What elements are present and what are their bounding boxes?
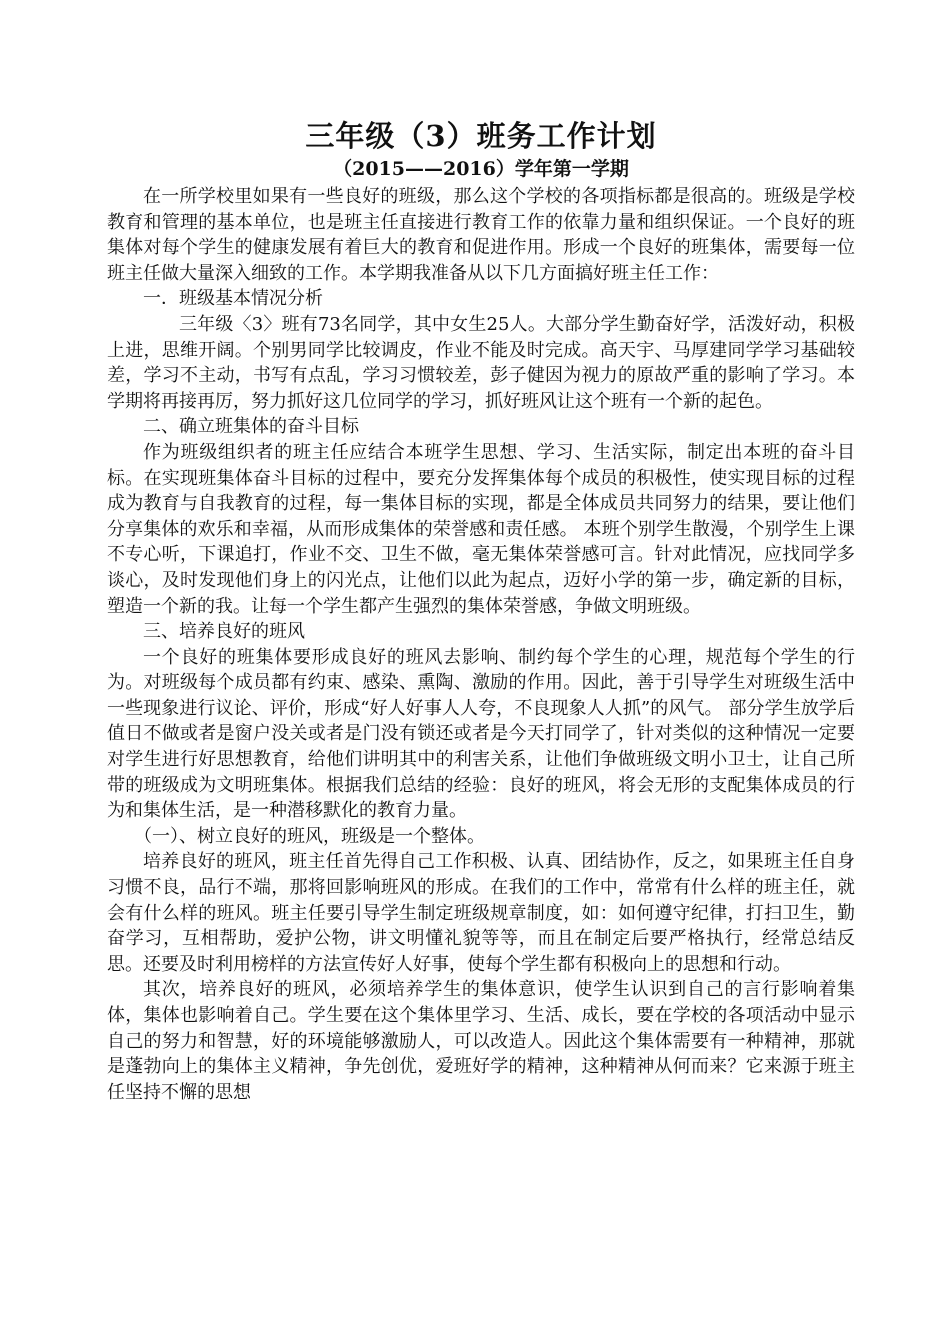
subsection1-heading: （一）、树立良好的班风，班级是一个整体。: [134, 825, 485, 847]
section2-heading: 二、确立班集体的奋斗目标: [143, 416, 359, 438]
section1-heading: 一．班级基本情况分析: [143, 288, 323, 310]
subsection1-paragraph-2: 其次，培养良好的班风，必须培养学生的集体意识，使学生认识到自己的言行影响着集体，集体也影响着自己。学生要在这个集体里学习、生活、成长，要在学校的各项活动中显示自己的努力和智慧，好的环境能够激励人，可以改造人。因此这个集体需要有一种精神，那就是蓬勃向上的集体主义精神，争先创优，爱班好学的精神，这种精神从何而来？它来源于班主任坚持不懈的思想: [107, 979, 855, 1103]
document-page: [107, 116, 855, 1105]
document-subtitle: （2015——2016）学年第一学期: [333, 158, 629, 180]
section3-paragraph: 一个良好的班集体要形成良好的班风去影响、制约每个学生的心理，规范每个学生的行为。对班级每个成员都有约束、感染、熏陶、激励的作用。因此，善于引导学生对班级生活中一些现象进行议论、评价，形成“好人好事人人夸，不良现象人人抓”的风气。 部分学生放学后值日不做或者是窗户没关或者是门没有锁还或者是今天打同学了，针对类似的这种情况一定要对学生进行好思想教育，给他们讲明其中的利害关系，让他们争做班级文明小卫士，让自己所带的班级成为文明班集体。根据我们总结的经验：良好的班风，将会无形的支配集体成员的行为和集体生活，是一种潜移默化的教育力量。: [107, 646, 855, 822]
intro-paragraph: 在一所学校里如果有一些良好的班级，那么这个学校的各项指标都是很高的。班级是学校教育和管理的基本单位，也是班主任直接进行教育工作的依靠力量和组织保证。一个良好的班集体对每个学生的健康发展有着巨大的教育和促进作用。形成一个良好的班集体，需要每一位班主任做大量深入细致的工作。本学期我准备从以下几方面搞好班主任工作：: [107, 186, 855, 284]
section1-paragraph: 三年级〈3〉班有73名同学，其中女生25人。大部分学生勤奋好学，活泼好动，积极上进，思维开阔。个别男同学比较调皮，作业不能及时完成。高天宇、马厚建同学学习基础较差，学习不主动，书写有点乱，学习习惯较差，彭子健因为视力的原故严重的影响了学习。本学期将再接再厉，努力抓好这几位同学的学习，抓好班风让这个班有一个新的起色。: [107, 313, 855, 412]
section3-heading: 三、培养良好的班风: [143, 621, 305, 643]
document-title: 三年级（3）班务工作计划: [305, 119, 657, 153]
section2-paragraph: 作为班级组织者的班主任应结合本班学生思想、学习、生活实际，制定出本班的奋斗目标。在实现班集体奋斗目标的过程中，要充分发挥集体每个成员的积极性，使实现目标的过程成为教育与自我教育的过程，每一集体目标的实现，都是全体成员共同努力的结果，要让他们分享集体的欢乐和幸福，从而形成集体的荣誉感和责任感。 本班个别学生散漫，个别学生上课不专心听，下课追打，作业不交、卫生不做，毫无集体荣誉感可言。针对此情况，应找同学多谈心，及时发现他们身上的闪光点，让他们以此为起点，迈好小学的第一步，确定新的目标，塑造一个新的我。让每一个学生都产生强烈的集体荣誉感，争做文明班级。: [107, 441, 855, 617]
subsection1-paragraph-1: 培养良好的班风，班主任首先得自己工作积极、认真、团结协作，反之，如果班主任自身习惯不良，品行不端，那将回影响班风的形成。在我们的工作中，常常有什么样的班主任，就会有什么样的班风。班主任要引导学生制定班级规章制度，如：如何遵守纪律，打扫卫生，勤奋学习，互相帮助，爱护公物，讲文明懂礼貌等等，而且在制定后要严格执行，经常总结反思。还要及时利用榜样的方法宣传好人好事，使每个学生都有积极向上的思想和行动。: [107, 851, 855, 975]
